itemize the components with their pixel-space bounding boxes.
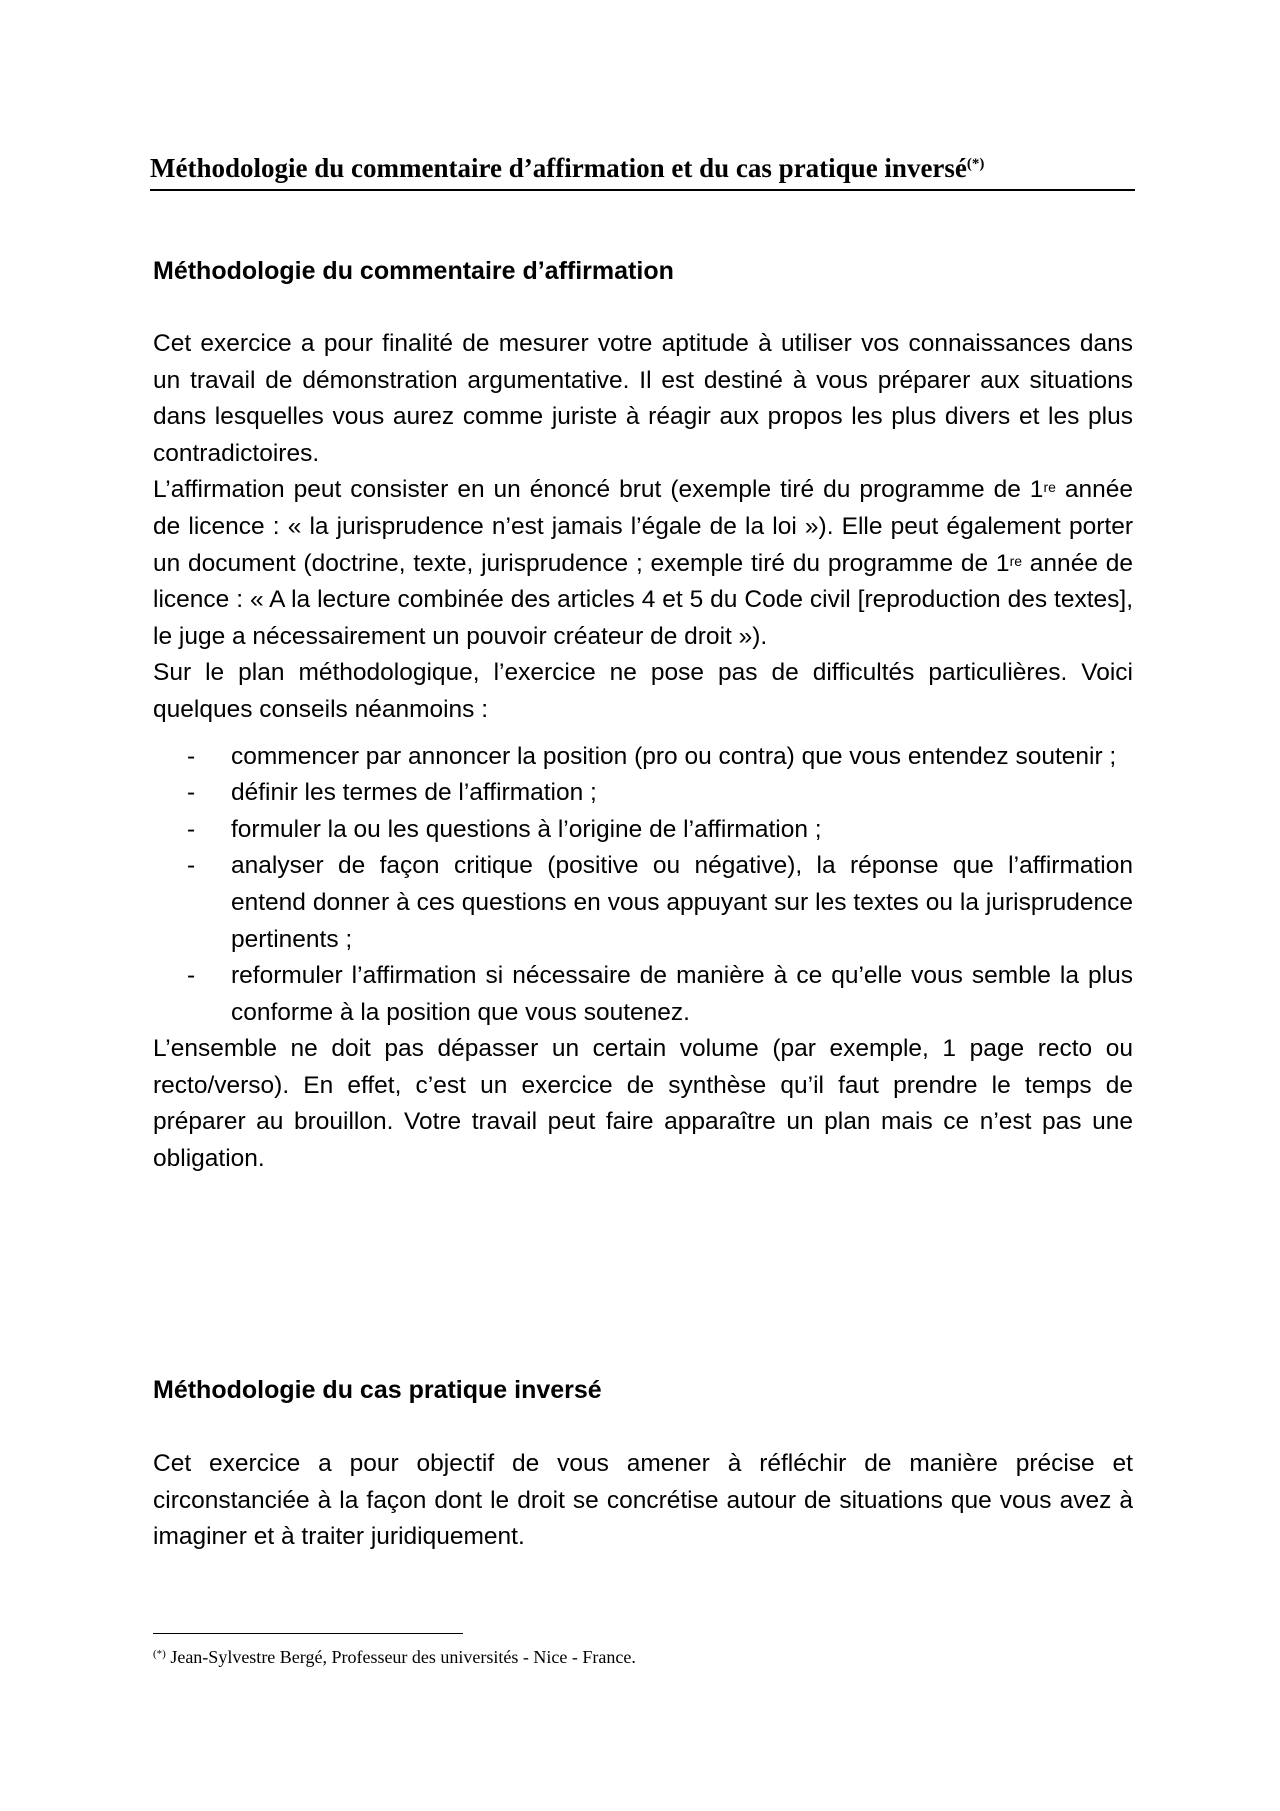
list-item-text: reformuler l’affirmation si nécessaire de manière à ce qu’elle vous semble la plus conforme à la position que vous soutenez.	[231, 962, 1133, 1026]
section-body-affirmation	[153, 326, 1133, 1178]
footnote	[153, 1645, 636, 1669]
paragraph-purpose: Cet exercice a pour finalité de mesurer votre aptitude à utiliser vos connaissances dans un travail de démonstration argumentative. Il est destiné à vous préparer aux situations dans lesquelles vous aurez comme juriste à réagir aux propos les plus divers et les plus contradictoires.	[153, 330, 1133, 467]
dash-marker: -	[187, 742, 196, 770]
superscript-re: re	[1043, 479, 1056, 496]
list-item-text: formuler la ou les questions à l’origine de l’affirmation ;	[231, 815, 822, 843]
dash-marker: -	[187, 852, 196, 880]
paragraph-text: année de licence : « A la lecture combinée des articles 4 et 5 du Code civil [reproduction des textes], le juge a nécessairement un pouvoir créateur de droit »).	[153, 549, 1133, 650]
list-item	[153, 812, 1133, 849]
list-item-text: commencer par annoncer la position (pro ou contra) que vous entendez soutenir ;	[231, 742, 1117, 770]
paragraph-text: L’affirmation peut consister en un énoncé brut (exemple tiré du programme de 1	[153, 476, 1044, 504]
list-item	[153, 775, 1133, 812]
dash-marker: -	[187, 779, 196, 807]
document-title-text: Méthodologie du commentaire d’affirmation et du cas pratique inversé	[150, 153, 967, 183]
list-item	[153, 848, 1133, 958]
paragraph-methodology-intro: Sur le plan méthodologique, l’exercice ne pose pas de difficultés particulières. Voici quelques conseils néanmoins :	[153, 659, 1133, 723]
footnote-text: Jean-Sylvestre Bergé, Professeur des universités - Nice - France.	[165, 1647, 636, 1667]
paragraph-volume: L’ensemble ne doit pas dépasser un certain volume (par exemple, 1 page recto ou recto/verso). En effet, c’est un exercice de synthèse qu’il faut prendre le temps de préparer au brouillon. Votre travail peut faire apparaître un plan mais ce n’est pas une obligation.	[153, 1035, 1133, 1173]
paragraph-text: année de licence : « la jurisprudence n’est jamais l’égale de la loi »). Elle peut également porter un document (doctrine, texte, jurisprudence ; exemple tiré du programme de 1	[153, 476, 1134, 577]
footnote-mark: (*)	[153, 1648, 166, 1660]
list-item-text: analyser de façon critique (positive ou négative), la réponse que l’affirmation entend donner à ces questions en vous appuyant sur les textes ou la jurisprudence pertinents ;	[231, 852, 1133, 953]
list-item	[153, 739, 1133, 776]
superscript-re: re	[1009, 552, 1023, 569]
dash-marker: -	[187, 962, 196, 990]
list-item-text: définir les termes de l’affirmation ;	[231, 779, 597, 807]
section-body-cas-pratique	[153, 1446, 1133, 1556]
list-item	[153, 958, 1133, 1031]
footnote-separator	[153, 1633, 463, 1634]
document-title	[150, 150, 1135, 191]
section-heading-cas-pratique: Méthodologie du cas pratique inversé	[153, 1376, 602, 1404]
section-heading-affirmation: Méthodologie du commentaire d’affirmation	[153, 257, 674, 285]
paragraph-affirmation-definition	[153, 472, 1133, 655]
paragraph-objective: Cet exercice a pour objectif de vous amener à réfléchir de manière précise et circonstanciée à la façon dont le droit se concrétise autour de situations que vous avez à imaginer et à traiter juridiquement.	[153, 1450, 1133, 1551]
advice-list	[153, 739, 1133, 1032]
title-footnote-mark: (*)	[966, 156, 985, 172]
dash-marker: -	[187, 815, 196, 843]
